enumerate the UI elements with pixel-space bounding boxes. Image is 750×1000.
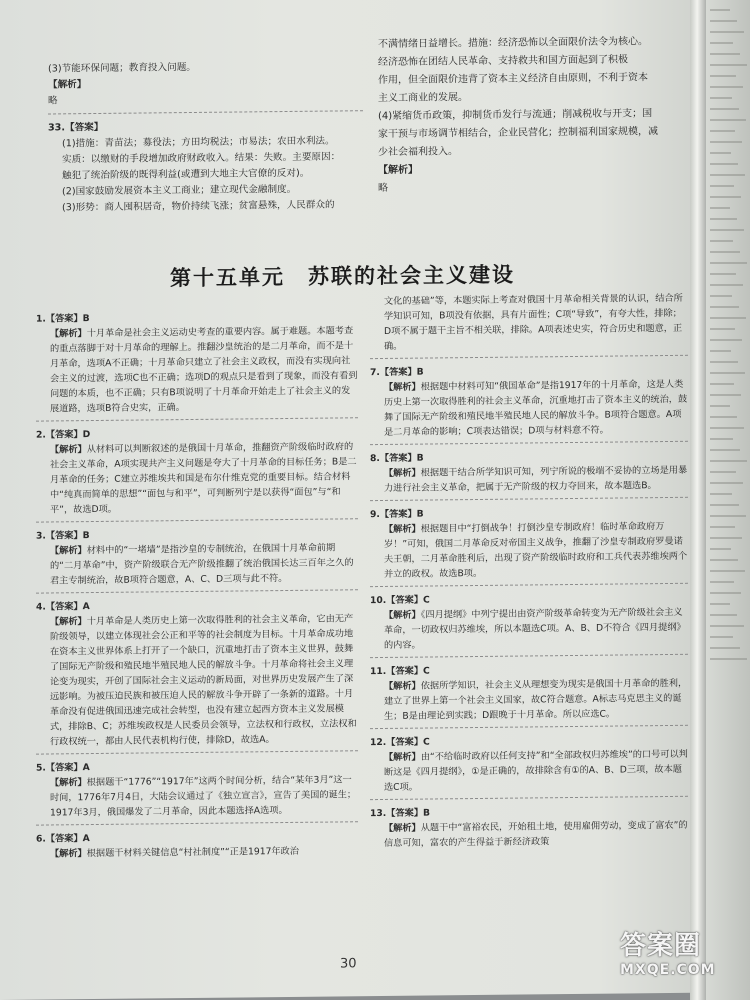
next-page-text-line: [710, 460, 747, 462]
answer-explanation: [370, 605, 688, 653]
jiexi-label: 【解析】: [48, 79, 87, 91]
next-page-text-line: [710, 97, 732, 99]
next-page-text-line: [710, 559, 738, 561]
next-page-text-line: [710, 317, 746, 319]
next-page-text-line: [710, 471, 736, 473]
answer-item: [370, 362, 688, 445]
next-page-text-line: [710, 416, 737, 418]
answer-item: [36, 596, 358, 754]
next-page-text-line: [710, 284, 743, 286]
answer-explanation: [36, 772, 358, 820]
explanation-text: 从材料可以判断叙述的是俄国十月革命，推翻资产阶级临时政府的社会主义革命，A项实现共产主义问题是夸大了十月革命的目标任务；B是二月革命的任务；C建立苏维埃共和国是布尔什维克党的重要目标。结合材料中“纯真而简单的思想”“面包与和平”，可判断列宁是以获得“面包”与“和平”，故选D项。: [50, 441, 357, 516]
answer-number: 12.【答案】C: [370, 736, 430, 749]
next-page-text-line: [710, 526, 735, 528]
answer-line: (4)紧缩货币政策，抑制货币发行与流通；削减税收与开支；国: [378, 108, 653, 123]
next-page-text-line: [710, 328, 735, 330]
jiexi-label: 【解析】: [50, 777, 87, 789]
explanation-text: 十月革命是人类历史上第一次取得胜利的社会主义革命，它由无产阶级领导，以建立体现社会公正和平等的社会制度为目标。十月革命成功地在资本主义世界体系上打开了一个缺口，沉重地打击了资本主义世界，鼓舞了国际无产阶级和殖民地半殖民地人民的解放斗争。十月革命将社会主义理论变为现实，开创了国际社会主义运动的新局面，对世界历史发展产生了深远影响。为被压迫民族和被压迫人民的解放斗争开辟了一条新的道路。十月革命没有促进俄国迅速完成社会转型，也没有建立起西方资本主义发展模式，排除B、C；苏维埃政权是人民委员会领导，立法权和行政权，立法权和行政权统一，都由人民代表机构行使，排除D，故选A。: [50, 613, 357, 748]
next-page-text-line: [710, 636, 733, 638]
answer-line: 不满情绪日益增长。措施：经济恐怖以全面限价法令为核心。: [378, 36, 648, 51]
answer-item: [36, 757, 358, 825]
jiexi-label: 【解析】: [50, 616, 87, 628]
next-page-text-line: [710, 372, 745, 374]
answer-item: [370, 291, 688, 359]
next-page-text-line: [710, 405, 730, 407]
next-page-text-line: [710, 493, 732, 495]
divider: [36, 518, 358, 522]
next-page-text-line: [710, 504, 739, 506]
divider: [370, 441, 688, 445]
answer-number: 11.【答案】C: [370, 665, 430, 678]
answer-explanation: [36, 843, 358, 861]
next-page-text-line: [710, 581, 734, 583]
next-page-text-line: [710, 306, 739, 308]
next-page-text-line: [710, 20, 737, 22]
next-page-text-line: [710, 427, 744, 429]
explanation-text: 根据题干材料关键信息“村社制度”“正是1917年政治: [86, 845, 299, 860]
explanation-text: 依据所学知识，社会主义从理想变为现实是俄国十月革命的胜利，建立了世界上第一个社会主义国家，故C符合题意。A标志马克思主义的诞生；B是由理论到实践；D跟晚于十月革命。所以应选C。: [384, 677, 688, 722]
answer-number: 8.【答案】B: [370, 452, 424, 465]
answer-number: 2.【答案】D: [36, 429, 91, 441]
q33-line: 实质：以缴财的手段增加政府财政收入。结果：失败。主要原因：: [62, 151, 341, 166]
answer-explanation: [370, 676, 688, 724]
jiexi-label: 【解析】: [384, 523, 421, 535]
answer-explanation: [370, 463, 688, 496]
jiexi-label: 【解析】: [384, 680, 421, 692]
next-page-text-line: [710, 295, 732, 297]
answer-item: [36, 525, 358, 593]
answer-explanation: [370, 291, 688, 354]
next-page-edge: [706, 0, 750, 1000]
divider: [370, 583, 688, 587]
next-page-text-line: [710, 438, 733, 440]
answer-item: [370, 661, 688, 729]
answer-number: 5.【答案】A: [36, 762, 90, 774]
answer-line: 作用，但全面限价违背了资本主义经济自由原则，不利于资本: [378, 72, 648, 87]
next-page-text-line: [710, 262, 747, 264]
next-page-text-line: [710, 449, 740, 451]
explanation-text: 从题干中“富裕农民，开始租土地，使用雇佣劳动，变成了富农”的信息可知，富农的产生得益于新经济政策: [384, 819, 688, 849]
next-page-text-line: [710, 273, 736, 275]
left-answer-column: [36, 308, 358, 867]
next-page-text-line: [710, 174, 745, 176]
answer-item: [370, 590, 688, 658]
next-page-text-line: [710, 350, 731, 352]
answer-line: 主义工商业的发展。: [378, 92, 468, 105]
next-page-text-line: [710, 130, 735, 132]
right-answer-column: [370, 291, 688, 857]
answer-item: [370, 504, 688, 587]
answer-line: 少社会福利投入。: [378, 146, 458, 159]
energy-line: (3)节能环保问题；教育投入问题。: [48, 61, 196, 75]
next-page-text-line: [710, 570, 745, 572]
next-page-text-line: [710, 64, 747, 66]
page-number: 30: [340, 956, 357, 972]
q33-line: (3)形势：商人囤积居奇，物价持续飞涨；贫富悬殊，人民群众的: [62, 199, 335, 214]
top-right-section: [378, 33, 688, 198]
jiexi-label: 【解析】: [384, 381, 421, 393]
q33-line: (2)国家鼓励发展资本主义工商业；建立现代金融制度。: [62, 183, 297, 198]
next-page-text-line: [710, 108, 739, 110]
answer-explanation: [36, 323, 358, 416]
next-page-text-line: [710, 515, 746, 517]
next-page-text-line: [710, 9, 730, 11]
next-page-text-line: [710, 86, 743, 88]
next-page-text-line: [710, 394, 741, 396]
next-page-text-line: [710, 163, 738, 165]
next-page-text-line: [710, 548, 731, 550]
explanation-text: 文化的基础”等，本题实际上考查对俄国十月革命相关背景的认识，结合所学知识可知，B项没有依据，具有片面性；C项“导致”，有夸大性，排除；D项不属于题干主旨不相关联，排除。A项表述史实，符合历史和题意，正确。: [384, 292, 683, 352]
next-page-text-line: [710, 42, 733, 44]
top-left-section: [48, 58, 363, 216]
next-page-text-line: [710, 482, 743, 484]
next-page-text-line: [710, 75, 736, 77]
next-page-text-line: [710, 592, 741, 594]
q33-line: 触犯了统治阶级的既得利益(或遭到大地主大官僚的反对)。: [62, 167, 310, 182]
answer-number: 6.【答案】A: [36, 833, 90, 845]
divider: [370, 355, 688, 359]
jiexi-text: 略: [48, 95, 58, 107]
divider: [36, 589, 358, 593]
answer-explanation: [36, 611, 358, 749]
answer-line: 经济恐怖在团结人民革命、支持救共和国方面起到了积极: [378, 54, 628, 69]
answer-number: 3.【答案】B: [36, 530, 90, 542]
answer-explanation: [370, 818, 688, 851]
divider: [370, 796, 688, 800]
jiexi-label: 【解析】: [50, 545, 87, 557]
answer-item: [36, 308, 358, 421]
next-page-text-line: [710, 141, 742, 143]
answer-number: 1.【答案】B: [36, 313, 90, 325]
next-page-text-line: [710, 251, 740, 253]
answer-explanation: [370, 747, 688, 795]
answer-item: [370, 732, 688, 800]
jiexi-label: 【解析】: [384, 822, 421, 834]
jiexi-label: 【解析】: [384, 467, 421, 479]
watermark-line2: MXQE.COM: [620, 962, 716, 978]
answer-item: [36, 424, 358, 522]
next-page-text-line: [710, 119, 746, 121]
explanation-text: 根据题干“1776”“1917年”这两个时间分析，结合“某年3月”这一时间，1776年7月4日，大陆会议通过了《独立宣言》，宣告了美国的诞生；1917年3月，俄国爆发了二月革命，因此本题选择A选项。: [50, 774, 357, 819]
explanation-text: 根据题目中“打倒战争！打倒沙皇专制政府！临时革命政府万岁！”可知，俄国二月革命反对帝国主义战争，推翻了沙皇专制政府罗曼诺夫王朝，二月革命胜利后，出现了资产阶级临时政府和工兵代表苏维埃两个并立的政权。故选B项。: [384, 521, 688, 580]
explanation-text: 《四月提纲》中列宁提出由资产阶级革命转变为无产阶级社会主义革命，一切政权归苏维埃，所以本题选C项。A、B、D不符合《四月提纲》的内容。: [384, 606, 686, 651]
answer-number: 13.【答案】B: [370, 807, 431, 820]
explanation-text: 根据题干结合所学知识可知，列宁所说的极端不妥协的立场是用暴力进行社会主义革命，把属于无产阶级的权力夺回来，故本题选B。: [384, 464, 688, 494]
next-page-text-line: [710, 603, 730, 605]
divider: [36, 821, 358, 825]
jiexi-label: 【解析】: [50, 444, 87, 456]
next-page-text-line: [710, 229, 744, 231]
next-page-text-line: [710, 207, 730, 209]
answer-item: [370, 803, 688, 851]
answer-number: 10.【答案】C: [370, 594, 430, 607]
watermark-logo: [620, 925, 745, 978]
answer-explanation: [36, 540, 358, 588]
next-page-text-line: [710, 152, 731, 154]
q33-body: [48, 133, 363, 216]
answer-item: [370, 448, 688, 501]
divider: [370, 497, 688, 501]
next-page-text-line: [710, 218, 737, 220]
next-page-text-line: [710, 614, 737, 616]
answer-explanation: [370, 519, 688, 582]
answer-line: 家干预与市场调节相结合，企业民营化；控制福利国家规模，减: [378, 126, 658, 141]
answer-number: 7.【答案】B: [370, 366, 424, 379]
watermark-line1: 答案圈: [620, 931, 702, 961]
jiexi-label: 【解析】: [384, 609, 421, 621]
divider: [36, 417, 358, 421]
next-page-text-line: [710, 658, 747, 660]
jiexi-label: 【解析】: [384, 751, 421, 763]
explanation-text: 十月革命是社会主义运动史考查的重要内容。属于难题。本题考查的重点落脚于对十月革命的理解上。推翻沙皇统治的是二月革命，而不是十月革命，选项A不正确；十月革命只建立了社会主义政权，而没有实现向社会主义的过渡，选项C也不正确；选项D的观点只是看到了现象，而没有看到问题的本质，也不正确；只有B项说明了十月革命开始走上了社会主义的发展道路，选项B符合史实，正确。: [50, 325, 358, 415]
answer-explanation: [36, 439, 358, 517]
answer-item: [36, 828, 358, 861]
divider: [36, 750, 358, 754]
next-page-text-line: [710, 625, 744, 627]
explanation-text: 根据题中材料可知“俄国革命”是指1917年的十月革命，这是人类历史上第一次取得胜利的社会主义革命，沉重地打击了资本主义的统治，鼓舞了国际无产阶级和殖民地半殖民地人民的解放斗争。B项符合题意。A项是二月革命的影响；C项表达错误；D项与材料意不符。: [384, 378, 688, 438]
answer-number: 9.【答案】B: [370, 508, 424, 521]
explanation-text: 由“不给临时政府以任何支持”和“全部政权归苏维埃”的口号可以判断这是《四月提纲》，①是正确的，故排除含有①的A、B、D三项，故本题选C项。: [384, 748, 688, 793]
next-page-text-line: [710, 537, 742, 539]
answer-number: 4.【答案】A: [36, 601, 90, 613]
next-page-text-line: [710, 31, 744, 33]
q33-line: (1)措施：青苗法；募役法；方田均税法；市易法；农田水利法。: [62, 135, 335, 150]
explanation-text: 材料中的“一堵墙”是指沙皇的专制统治，在俄国十月革命前期的“二月革命”中，资产阶级联合无产阶级推翻了统治俄国长达三百年之久的君主专制统治，故B项符合题意，A、C、D三项与此不符。: [50, 542, 354, 587]
unit-title: 第十五单元 苏联的社会主义建设: [170, 261, 515, 291]
next-page-text-line: [710, 647, 740, 649]
next-page-text-line: [710, 185, 734, 187]
next-page-text-line: [710, 361, 738, 363]
next-page-text-line: [710, 196, 741, 198]
jiexi-text: 略: [378, 182, 388, 195]
next-page-text-line: [710, 240, 733, 242]
answer-explanation: [370, 377, 688, 440]
jiexi-label: 【解析】: [50, 848, 87, 860]
next-page-text-line: [710, 383, 734, 385]
next-page-text-line: [710, 53, 740, 55]
jiexi-label: 【解析】: [378, 164, 418, 177]
jiexi-label: 【解析】: [50, 328, 87, 340]
divider: [370, 654, 688, 658]
divider: [48, 110, 363, 114]
q33-label: 33.【答案】: [48, 121, 104, 134]
divider: [370, 725, 688, 729]
next-page-text-line: [710, 339, 742, 341]
